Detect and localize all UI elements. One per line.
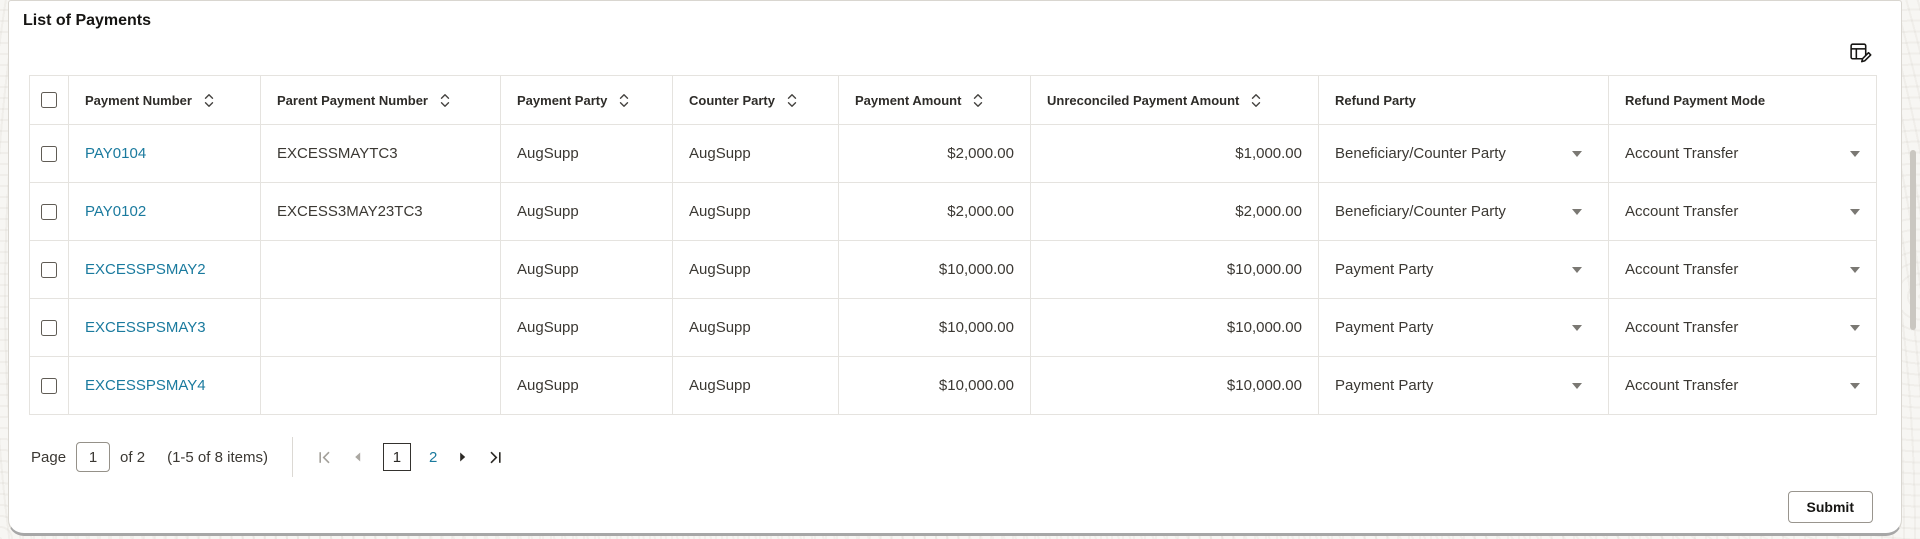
row-checkbox[interactable] — [41, 204, 57, 220]
row-checkbox[interactable] — [41, 262, 57, 278]
last-page-button[interactable] — [488, 450, 503, 465]
row-select-cell — [29, 241, 69, 298]
sort-icon[interactable] — [619, 93, 629, 108]
payment-amount-cell: $10,000.00 — [839, 357, 1031, 414]
parent-payment-number-cell — [261, 299, 501, 356]
payment-number-link[interactable]: PAY0102 — [85, 203, 147, 220]
row-select-cell — [29, 357, 69, 414]
items-summary: (1-5 of 8 items) — [167, 448, 268, 466]
table-row — [29, 183, 1877, 241]
parent-payment-number-cell: EXCESSMAYTC3 — [261, 125, 501, 182]
payment-party-cell: AugSupp — [501, 357, 673, 414]
unreconciled-payment-amount-cell: $1,000.00 — [1031, 125, 1319, 182]
column-header-refund-payment-mode: Refund Payment Mode — [1609, 76, 1877, 124]
next-page-button[interactable] — [457, 451, 468, 463]
previous-page-button[interactable] — [352, 451, 363, 463]
vertical-scrollbar-thumb[interactable] — [1910, 150, 1916, 330]
payment-amount-cell: $10,000.00 — [839, 241, 1031, 298]
column-header-payment-number[interactable]: Payment Number — [69, 76, 261, 124]
refund-payment-mode-select[interactable]: Account Transfer — [1609, 183, 1877, 240]
unreconciled-payment-amount-cell: $2,000.00 — [1031, 183, 1319, 240]
list-of-payments-panel — [8, 0, 1902, 536]
select-all-cell — [29, 76, 69, 124]
dropdown-arrow-icon — [1850, 151, 1860, 157]
table-edit-button[interactable] — [1845, 38, 1875, 68]
refund-payment-mode-select[interactable]: Account Transfer — [1609, 241, 1877, 298]
page-title: List of Payments — [23, 12, 152, 29]
column-header-refund-party: Refund Party — [1319, 76, 1609, 124]
sort-icon[interactable] — [204, 93, 214, 108]
pagination-bar — [31, 429, 523, 485]
dropdown-arrow-icon — [1572, 267, 1582, 273]
refund-payment-mode-select[interactable]: Account Transfer — [1609, 299, 1877, 356]
page-number-input[interactable] — [76, 442, 110, 472]
table-row — [29, 299, 1877, 357]
unreconciled-payment-amount-cell: $10,000.00 — [1031, 241, 1319, 298]
current-page-indicator[interactable]: 1 — [383, 443, 411, 471]
refund-party-select[interactable]: Payment Party — [1319, 241, 1609, 298]
sort-icon[interactable] — [1251, 93, 1261, 108]
parent-payment-number-cell: EXCESS3MAY23TC3 — [261, 183, 501, 240]
row-checkbox[interactable] — [41, 146, 57, 162]
payment-number-link[interactable]: EXCESSPSMAY2 — [85, 261, 206, 278]
counter-party-cell: AugSupp — [673, 357, 839, 414]
refund-payment-mode-select[interactable]: Account Transfer — [1609, 357, 1877, 414]
row-checkbox[interactable] — [41, 378, 57, 394]
page-label: Page — [31, 448, 67, 466]
payment-amount-cell: $10,000.00 — [839, 299, 1031, 356]
dropdown-arrow-icon — [1850, 267, 1860, 273]
next-page-icon — [457, 451, 468, 463]
table-edit-icon — [1848, 40, 1873, 65]
payments-table — [29, 75, 1877, 415]
column-header-unreconciled-payment-amount[interactable]: Unreconciled Payment Amount — [1031, 76, 1319, 124]
last-page-icon — [488, 450, 503, 465]
column-header-payment-amount[interactable]: Payment Amount — [839, 76, 1031, 124]
first-page-button[interactable] — [317, 450, 332, 465]
unreconciled-payment-amount-cell: $10,000.00 — [1031, 357, 1319, 414]
sort-icon[interactable] — [440, 93, 450, 108]
parent-payment-number-cell — [261, 357, 501, 414]
payment-party-cell: AugSupp — [501, 241, 673, 298]
refund-party-select[interactable]: Payment Party — [1319, 299, 1609, 356]
dropdown-arrow-icon — [1850, 383, 1860, 389]
refund-party-select[interactable]: Beneficiary/Counter Party — [1319, 183, 1609, 240]
page-2-link[interactable]: 2 — [428, 448, 438, 466]
submit-button[interactable]: Submit — [1788, 491, 1873, 523]
refund-party-select[interactable]: Beneficiary/Counter Party — [1319, 125, 1609, 182]
payment-number-link[interactable]: PAY0104 — [85, 145, 147, 162]
column-header-counter-party[interactable]: Counter Party — [673, 76, 839, 124]
payment-party-cell: AugSupp — [501, 183, 673, 240]
sort-icon[interactable] — [787, 93, 797, 108]
dropdown-arrow-icon — [1572, 151, 1582, 157]
dropdown-arrow-icon — [1572, 383, 1582, 389]
counter-party-cell: AugSupp — [673, 183, 839, 240]
payment-amount-cell: $2,000.00 — [839, 183, 1031, 240]
previous-page-icon — [352, 451, 363, 463]
dropdown-arrow-icon — [1850, 209, 1860, 215]
parent-payment-number-cell — [261, 241, 501, 298]
counter-party-cell: AugSupp — [673, 299, 839, 356]
counter-party-cell: AugSupp — [673, 241, 839, 298]
refund-payment-mode-select[interactable]: Account Transfer — [1609, 125, 1877, 182]
row-checkbox[interactable] — [41, 320, 57, 336]
table-row — [29, 357, 1877, 415]
row-select-cell — [29, 299, 69, 356]
payment-party-cell: AugSupp — [501, 125, 673, 182]
dropdown-arrow-icon — [1572, 325, 1582, 331]
first-page-icon — [317, 450, 332, 465]
unreconciled-payment-amount-cell: $10,000.00 — [1031, 299, 1319, 356]
sort-icon[interactable] — [973, 93, 983, 108]
dropdown-arrow-icon — [1572, 209, 1582, 215]
column-header-payment-party[interactable]: Payment Party — [501, 76, 673, 124]
row-select-cell — [29, 183, 69, 240]
payment-number-link[interactable]: EXCESSPSMAY3 — [85, 319, 206, 336]
pagination-divider — [292, 437, 293, 477]
payment-party-cell: AugSupp — [501, 299, 673, 356]
payment-amount-cell: $2,000.00 — [839, 125, 1031, 182]
payment-number-link[interactable]: EXCESSPSMAY4 — [85, 377, 206, 394]
row-select-cell — [29, 125, 69, 182]
dropdown-arrow-icon — [1850, 325, 1860, 331]
select-all-checkbox[interactable] — [41, 92, 57, 108]
column-header-parent-payment-number[interactable]: Parent Payment Number — [261, 76, 501, 124]
refund-party-select[interactable]: Payment Party — [1319, 357, 1609, 414]
table-row — [29, 125, 1877, 183]
table-header-row — [29, 76, 1877, 125]
page-of-label: of 2 — [120, 448, 146, 466]
counter-party-cell: AugSupp — [673, 125, 839, 182]
table-row — [29, 241, 1877, 299]
